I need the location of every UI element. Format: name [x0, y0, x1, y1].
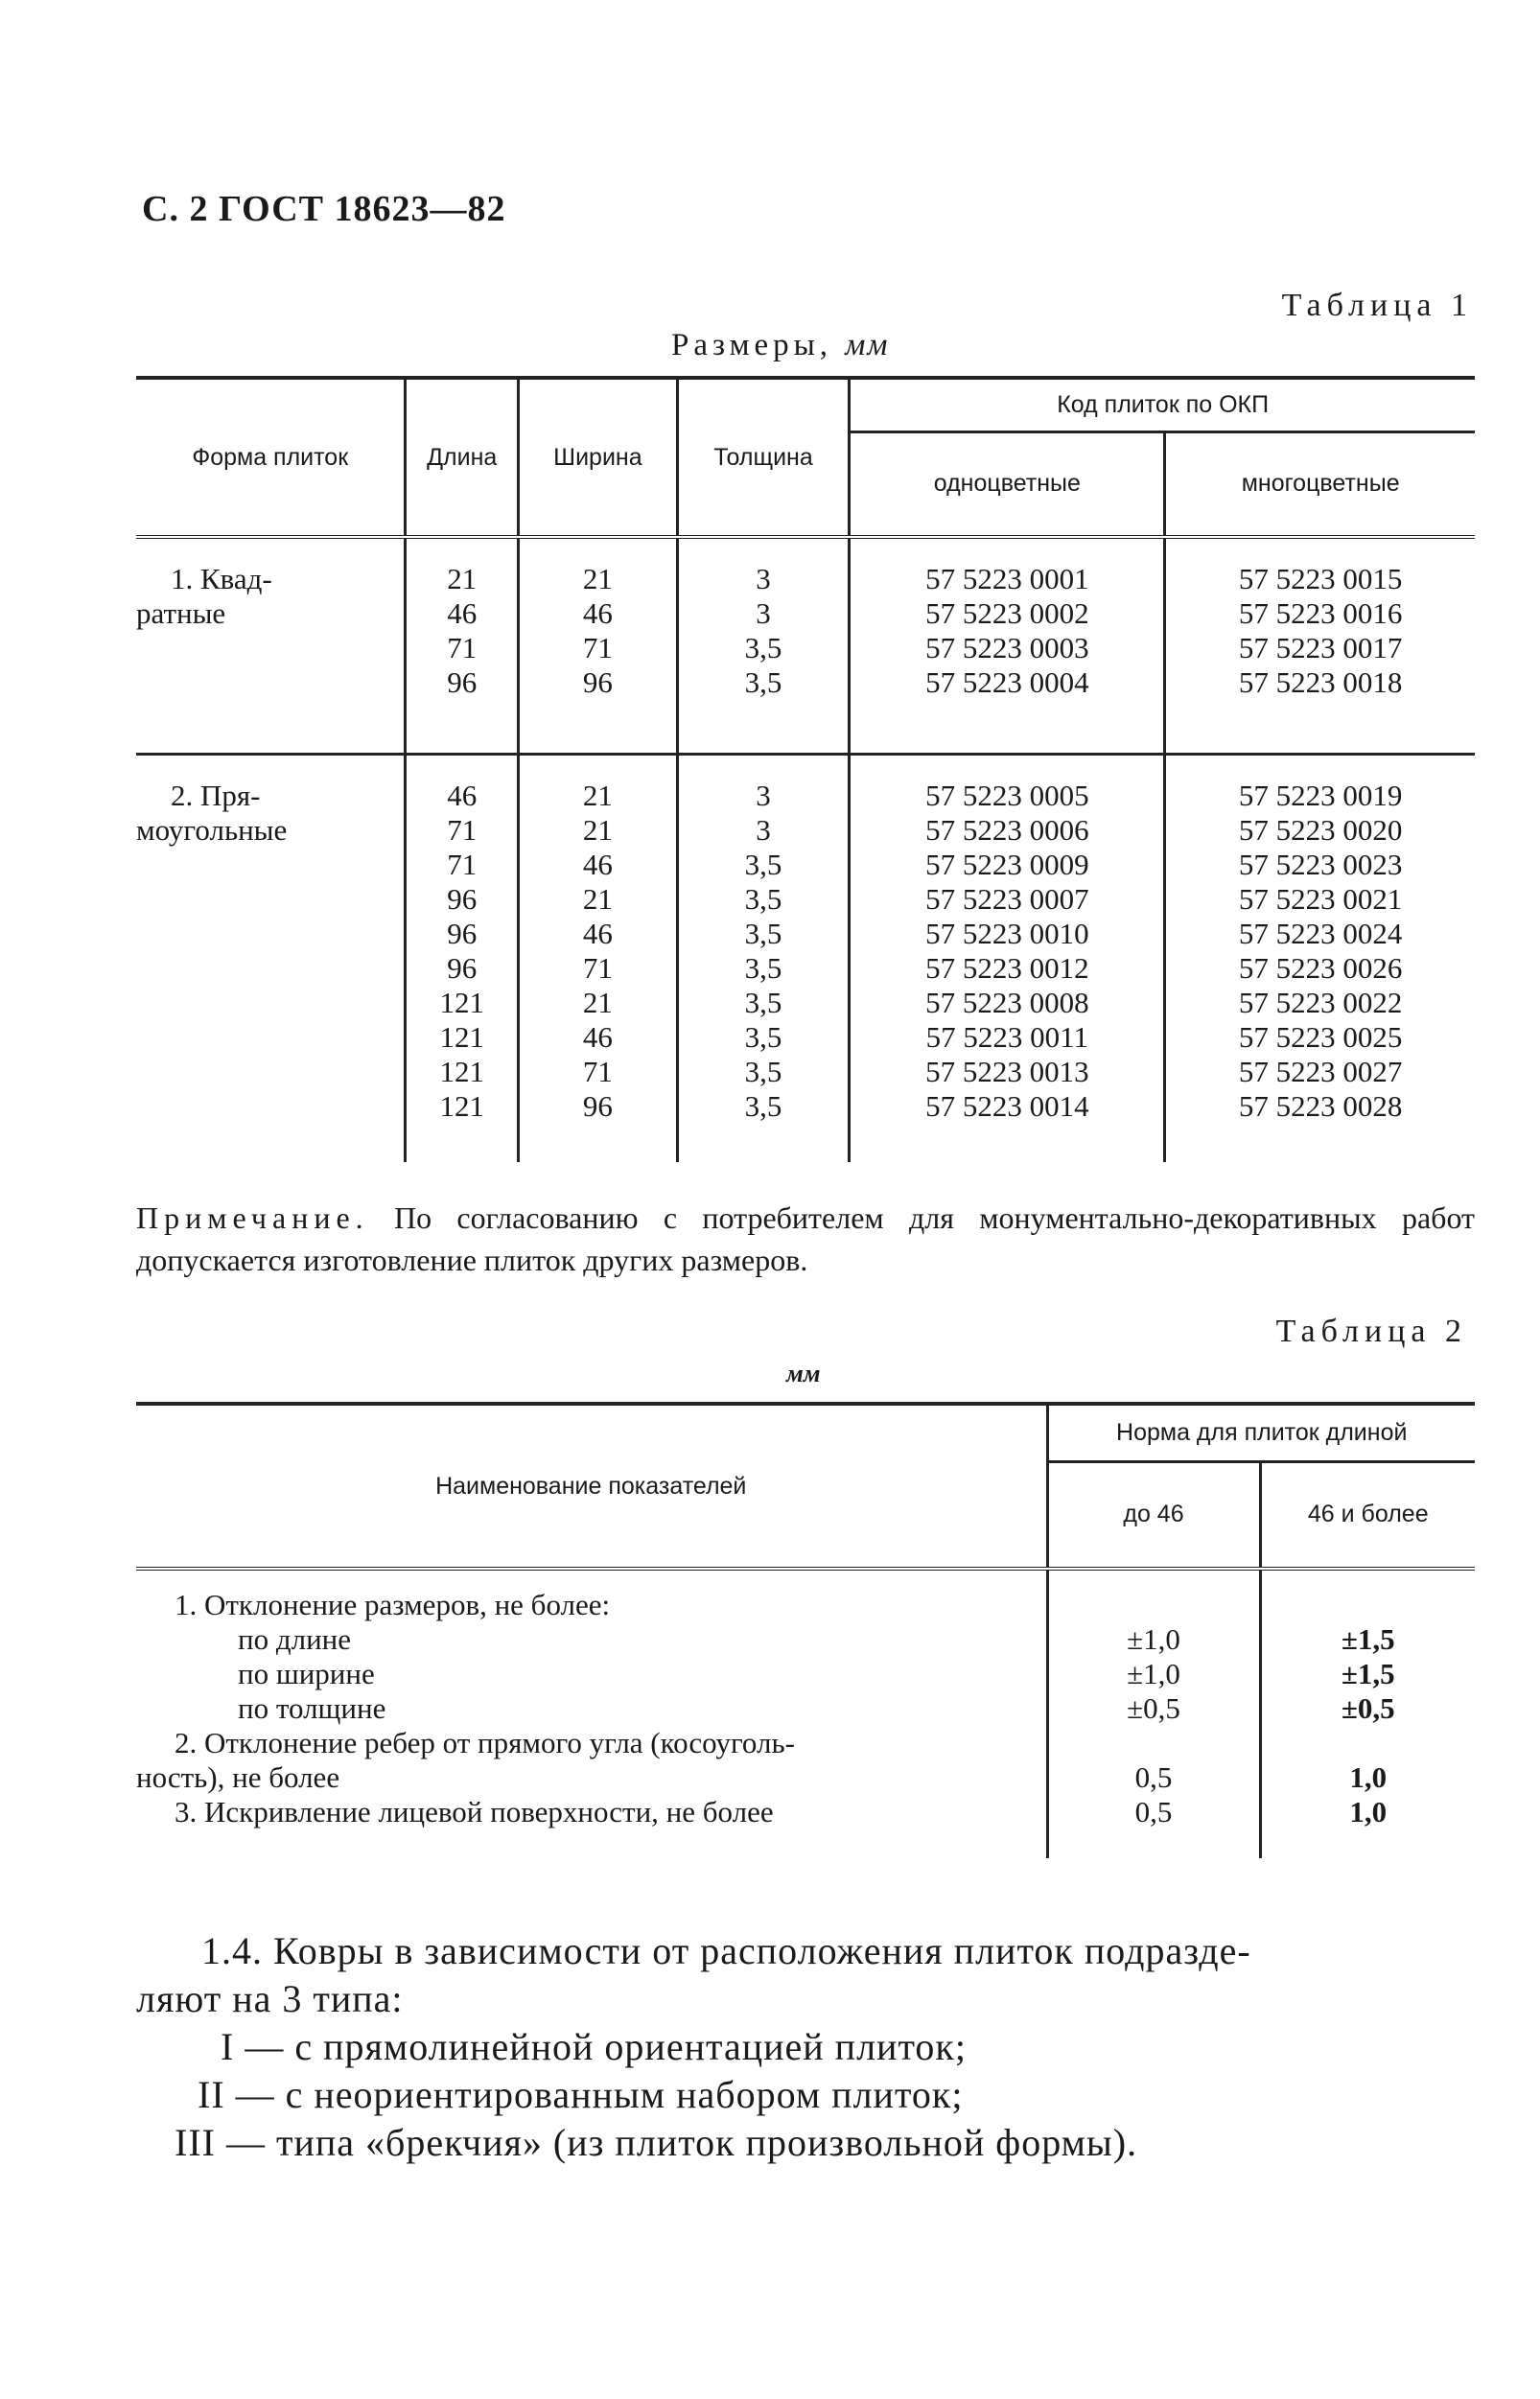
- cell-width: 46: [519, 1020, 678, 1055]
- norm-46-and-more: ±0,5: [1260, 1691, 1475, 1726]
- cell-thickness: 3,5: [677, 917, 850, 951]
- cell-okp-single: 57 5223 0012: [850, 951, 1165, 986]
- cell-thickness: 3,5: [677, 1020, 850, 1055]
- cell-thickness: 3: [677, 596, 850, 631]
- cell-okp-single: 57 5223 0003: [850, 631, 1165, 665]
- cell-width: 21: [519, 813, 678, 848]
- table-row: [136, 1055, 1475, 1089]
- th-okp: Код плиток по ОКП: [850, 378, 1475, 431]
- norm-46-and-more: 1,0: [1260, 1760, 1475, 1795]
- cell-thickness: 3,5: [677, 882, 850, 917]
- table1-units-mm: мм: [845, 328, 890, 362]
- page-header: С. 2 ГОСТ 18623—82: [142, 189, 506, 229]
- th-width: Ширина: [519, 378, 678, 537]
- table-row: [136, 1726, 1475, 1760]
- norm-upto-46: ±1,0: [1047, 1622, 1260, 1657]
- cell-length: 121: [406, 986, 519, 1020]
- cell-width: 46: [519, 848, 678, 882]
- form-name: [136, 848, 406, 882]
- cell-okp-multi: 57 5223 0023: [1165, 848, 1475, 882]
- para-line1: 1.4. Ковры в зависимости от расположения плиток подразде-: [201, 1929, 1251, 1972]
- cell-okp-multi: 57 5223 0019: [1165, 779, 1475, 813]
- table-row: [136, 779, 1475, 813]
- table-row: [136, 1657, 1475, 1691]
- cell-thickness: 3,5: [677, 848, 850, 882]
- table-row: [136, 848, 1475, 882]
- cell-okp-single: 57 5223 0007: [850, 882, 1165, 917]
- cell-length: 71: [406, 631, 519, 665]
- cell-okp-single: 57 5223 0008: [850, 986, 1165, 1020]
- table-row: [136, 882, 1475, 917]
- norm-upto-46: 0,5: [1047, 1795, 1260, 1829]
- form-name: [136, 631, 406, 665]
- cell-length: 121: [406, 1055, 519, 1089]
- cell-okp-single: 57 5223 0009: [850, 848, 1165, 882]
- cell-width: 21: [519, 986, 678, 1020]
- cell-length: 121: [406, 1020, 519, 1055]
- table1-label: Таблица 1: [1281, 288, 1473, 323]
- cell-thickness: 3: [677, 779, 850, 813]
- table-row: [136, 1588, 1475, 1622]
- indicator-name: 3. Искривление лицевой поверхности, не более: [175, 1795, 774, 1828]
- cell-okp-multi: 57 5223 0022: [1165, 986, 1475, 1020]
- form-name: 1. Квад-: [171, 562, 272, 595]
- cell-length: 46: [406, 779, 519, 813]
- table-row: [136, 1020, 1475, 1055]
- th-thickness: Толщина: [677, 378, 850, 537]
- cell-okp-multi: 57 5223 0020: [1165, 813, 1475, 848]
- cell-length: 96: [406, 665, 519, 700]
- table-row: [136, 917, 1475, 951]
- cell-thickness: 3: [677, 562, 850, 596]
- th-multi: многоцветные: [1165, 431, 1475, 537]
- indicator-name: по длине: [238, 1622, 352, 1656]
- cell-thickness: 3,5: [677, 1089, 850, 1124]
- para-item1: I — с прямолинейной ориентацией плиток;: [221, 2025, 967, 2068]
- th2-over: 46 и более: [1260, 1461, 1475, 1569]
- indicator-name: по ширине: [238, 1657, 375, 1690]
- cell-okp-single: 57 5223 0011: [850, 1020, 1165, 1055]
- note-label: Примечание.: [136, 1200, 369, 1235]
- cell-width: 71: [519, 631, 678, 665]
- th2-upto: до 46: [1047, 1461, 1260, 1569]
- form-name: [136, 986, 406, 1020]
- table-row: [136, 951, 1475, 986]
- table-row: [136, 631, 1475, 665]
- norm-upto-46: 0,5: [1047, 1760, 1260, 1795]
- norm-46-and-more: [1260, 1588, 1475, 1622]
- norm-46-and-more: [1260, 1726, 1475, 1760]
- spacer: [136, 1829, 1475, 1858]
- indicator-name: ность), не более: [136, 1760, 340, 1794]
- form-name: моугольные: [136, 813, 288, 847]
- cell-okp-multi: 57 5223 0026: [1165, 951, 1475, 986]
- cell-okp-multi: 57 5223 0021: [1165, 882, 1475, 917]
- th2-name: Наименование показателей: [435, 1472, 747, 1500]
- table2-body: [136, 1569, 1475, 1858]
- cell-okp-multi: 57 5223 0024: [1165, 917, 1475, 951]
- cell-okp-single: 57 5223 0010: [850, 917, 1165, 951]
- cell-okp-multi: 57 5223 0027: [1165, 1055, 1475, 1089]
- cell-okp-multi: 57 5223 0028: [1165, 1089, 1475, 1124]
- table1: [136, 376, 1475, 1162]
- cell-okp-multi: 57 5223 0025: [1165, 1020, 1475, 1055]
- norm-upto-46: [1047, 1588, 1260, 1622]
- cell-width: 96: [519, 665, 678, 700]
- cell-length: 96: [406, 917, 519, 951]
- table2-units: мм: [786, 1360, 821, 1387]
- group-spacer: [136, 537, 1475, 562]
- cell-okp-multi: 57 5223 0016: [1165, 596, 1475, 631]
- cell-width: 96: [519, 1089, 678, 1124]
- norm-46-and-more: 1,0: [1260, 1795, 1475, 1829]
- indicator-name: 2. Отклонение ребер от прямого угла (косоуголь-: [175, 1726, 795, 1759]
- form-name: [136, 951, 406, 986]
- th-form: Форма плиток: [192, 443, 349, 471]
- cell-width: 71: [519, 951, 678, 986]
- cell-width: 71: [519, 1055, 678, 1089]
- table2-label: Таблица 2: [1275, 1314, 1467, 1349]
- table-row: [136, 1089, 1475, 1124]
- norm-46-and-more: ±1,5: [1260, 1657, 1475, 1691]
- cell-length: 71: [406, 813, 519, 848]
- paragraph-1-4: [136, 1927, 1475, 2167]
- cell-length: 121: [406, 1089, 519, 1124]
- cell-okp-multi: 57 5223 0018: [1165, 665, 1475, 700]
- th-single: одноцветные: [850, 431, 1165, 537]
- form-name: [136, 1055, 406, 1089]
- cell-width: 21: [519, 882, 678, 917]
- cell-okp-single: 57 5223 0002: [850, 596, 1165, 631]
- group-end: [136, 700, 1475, 754]
- cell-thickness: 3,5: [677, 986, 850, 1020]
- table1-body: [136, 537, 1475, 1162]
- cell-length: 71: [406, 848, 519, 882]
- table-row: [136, 1622, 1475, 1657]
- table-row: [136, 1760, 1475, 1795]
- table-row: [136, 596, 1475, 631]
- table-row: [136, 562, 1475, 596]
- table-row: [136, 1795, 1475, 1829]
- group-end: [136, 1124, 1475, 1162]
- cell-length: 21: [406, 562, 519, 596]
- norm-upto-46: ±0,5: [1047, 1691, 1260, 1726]
- form-name: [136, 665, 406, 700]
- norm-46-and-more: ±1,5: [1260, 1622, 1475, 1657]
- table2: [136, 1402, 1475, 1858]
- cell-thickness: 3,5: [677, 631, 850, 665]
- cell-width: 21: [519, 562, 678, 596]
- form-name: [136, 1020, 406, 1055]
- note-text: По согласованию с потребителем для монументально-декоративных работ допускается изготовление плиток других размеров.: [136, 1200, 1476, 1277]
- cell-length: 96: [406, 951, 519, 986]
- table1-units-prefix: Размеры,: [671, 328, 833, 362]
- th2-norm: Норма для плиток длиной: [1047, 1404, 1475, 1461]
- cell-okp-single: 57 5223 0013: [850, 1055, 1165, 1089]
- table-row: [136, 813, 1475, 848]
- cell-okp-single: 57 5223 0006: [850, 813, 1165, 848]
- indicator-name: 1. Отклонение размеров, не более:: [175, 1588, 611, 1621]
- cell-width: 46: [519, 917, 678, 951]
- cell-okp-single: 57 5223 0004: [850, 665, 1165, 700]
- table1-note: [136, 1197, 1475, 1281]
- form-name: [136, 1089, 406, 1124]
- cell-thickness: 3: [677, 813, 850, 848]
- table-row: [136, 665, 1475, 700]
- cell-okp-single: 57 5223 0014: [850, 1089, 1165, 1124]
- spacer: [136, 1569, 1475, 1588]
- form-name: ратные: [136, 596, 226, 630]
- para-item3: III — типа «брекчия» (из плиток произвольной формы).: [175, 2121, 1138, 2164]
- cell-width: 46: [519, 596, 678, 631]
- cell-thickness: 3,5: [677, 951, 850, 986]
- table1-units: [671, 328, 889, 363]
- group-spacer: [136, 754, 1475, 779]
- norm-upto-46: [1047, 1726, 1260, 1760]
- indicator-name: по толщине: [238, 1691, 386, 1725]
- table-row: [136, 986, 1475, 1020]
- para-line2: ляют на 3 типа:: [136, 1977, 404, 2020]
- cell-width: 21: [519, 779, 678, 813]
- cell-thickness: 3,5: [677, 665, 850, 700]
- cell-okp-single: 57 5223 0005: [850, 779, 1165, 813]
- table-row: [136, 1691, 1475, 1726]
- cell-thickness: 3,5: [677, 1055, 850, 1089]
- form-name: [136, 917, 406, 951]
- cell-okp-multi: 57 5223 0015: [1165, 562, 1475, 596]
- cell-length: 46: [406, 596, 519, 631]
- form-name: [136, 882, 406, 917]
- cell-okp-single: 57 5223 0001: [850, 562, 1165, 596]
- para-item2: II — с неориентированным набором плиток;: [198, 2073, 964, 2116]
- norm-upto-46: ±1,0: [1047, 1657, 1260, 1691]
- th-length: Длина: [406, 378, 519, 537]
- form-name: 2. Пря-: [171, 779, 261, 812]
- cell-okp-multi: 57 5223 0017: [1165, 631, 1475, 665]
- cell-length: 96: [406, 882, 519, 917]
